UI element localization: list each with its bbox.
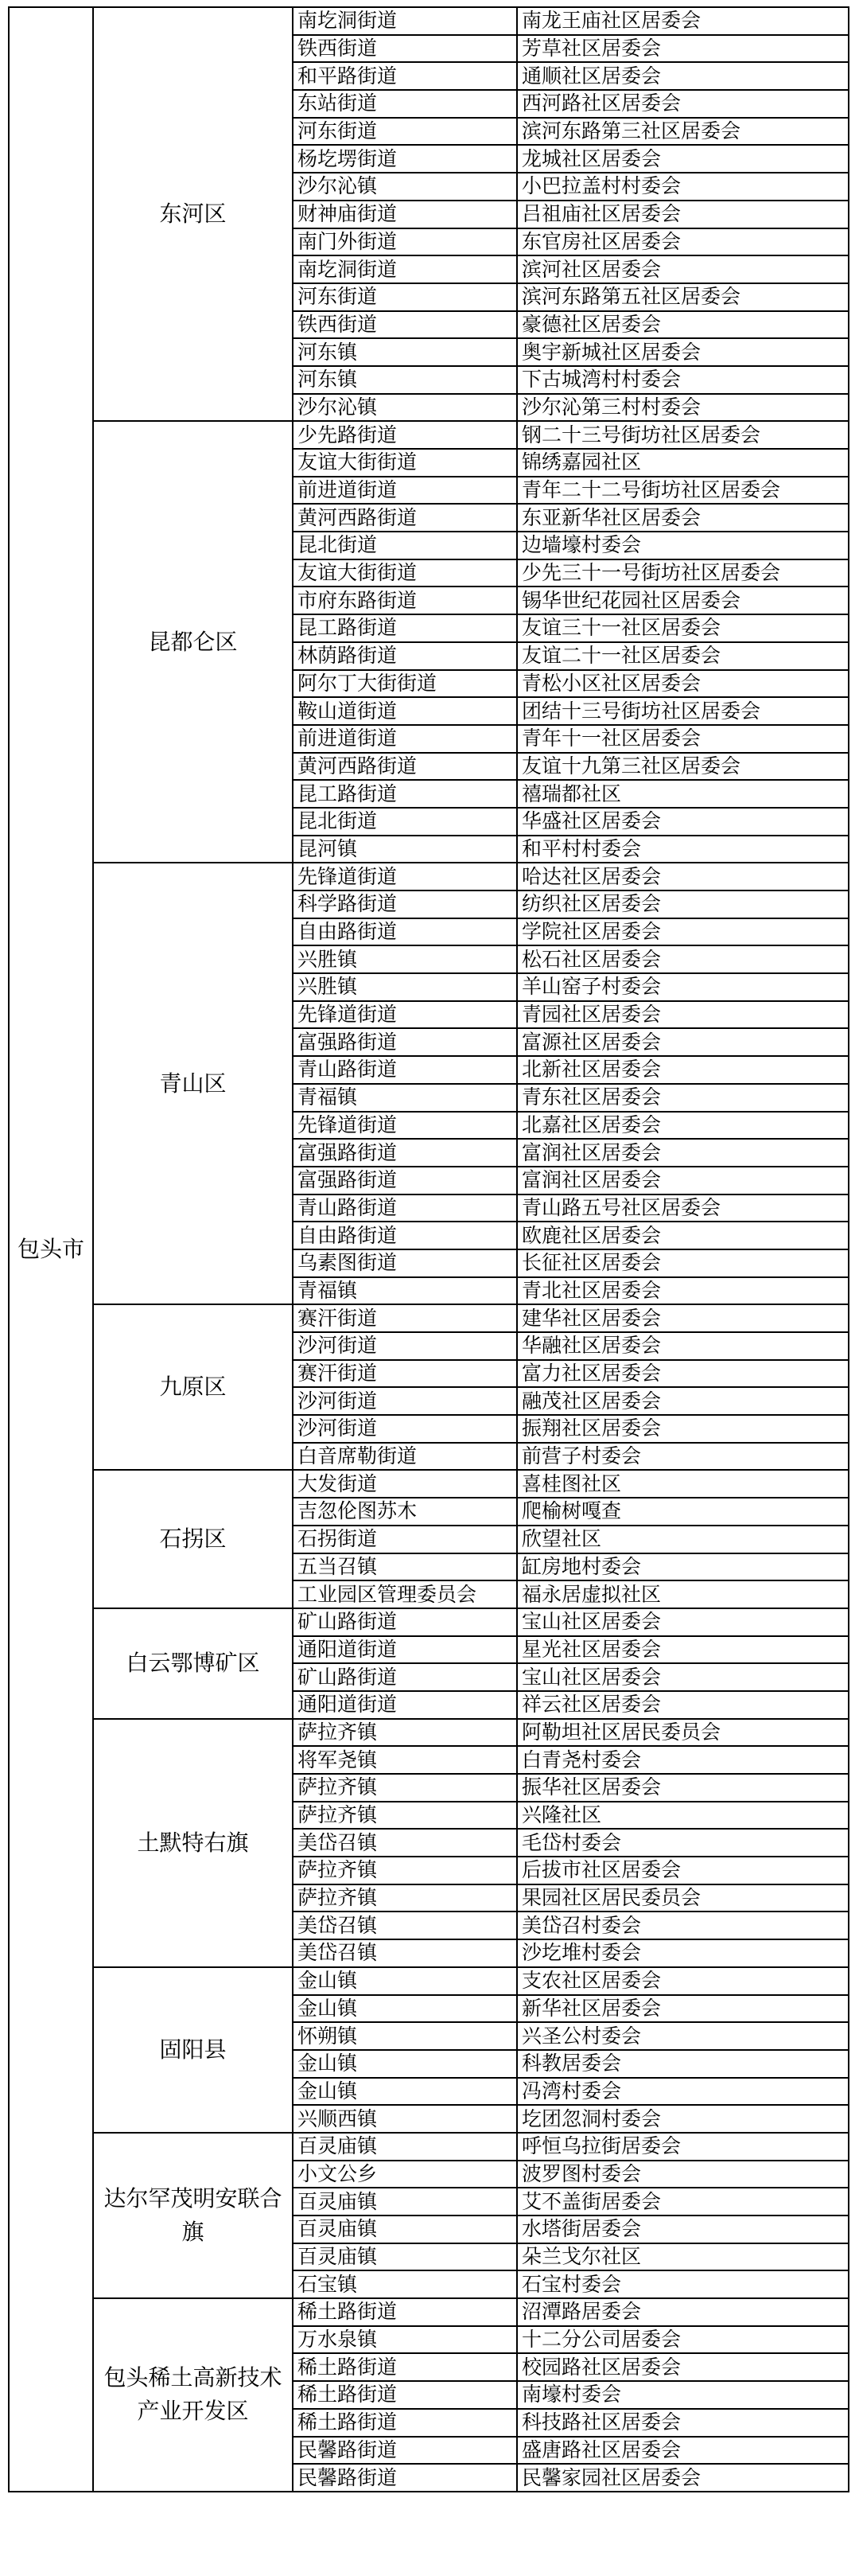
street-name-cell: 青福镇 (293, 1277, 517, 1305)
community-name-cell: 通顺社区居委会 (517, 62, 849, 90)
table-row (9, 863, 849, 890)
community-name-cell: 欣望社区 (517, 1526, 849, 1553)
community-name-cell: 科教居委会 (517, 2050, 849, 2078)
community-name-cell: 滨河东路第五社区居委会 (517, 283, 849, 311)
community-name-cell: 福永居虚拟社区 (517, 1580, 849, 1608)
street-name-cell: 南圪洞街道 (293, 7, 517, 35)
community-table (8, 6, 849, 2492)
street-name-cell: 沙尔沁镇 (293, 173, 517, 201)
community-name-cell: 新华社区居委会 (517, 1995, 849, 2023)
community-name-cell: 青园社区居委会 (517, 1001, 849, 1029)
community-name-cell: 纺织社区居委会 (517, 890, 849, 918)
street-name-cell: 通阳道街道 (293, 1691, 517, 1719)
community-name-cell: 振华社区居委会 (517, 1774, 849, 1802)
street-name-cell: 南圪洞街道 (293, 255, 517, 283)
street-name-cell: 铁西街道 (293, 35, 517, 63)
street-name-cell: 美岱召镇 (293, 1829, 517, 1857)
community-name-cell: 沙尔沁第三村村委会 (517, 394, 849, 422)
community-name-cell: 祥云社区居委会 (517, 1691, 849, 1719)
street-name-cell: 百灵庙镇 (293, 2243, 517, 2271)
street-name-cell: 赛汗街道 (293, 1304, 517, 1332)
street-name-cell: 小文公乡 (293, 2161, 517, 2188)
street-name-cell: 万水泉镇 (293, 2326, 517, 2354)
street-name-cell: 大发街道 (293, 1470, 517, 1498)
community-name-cell: 盛唐路社区居委会 (517, 2437, 849, 2465)
street-name-cell: 南门外街道 (293, 228, 517, 256)
district-name-cell: 固阳县 (93, 1967, 293, 2133)
community-name-cell: 西河路社区居委会 (517, 90, 849, 118)
community-name-cell: 宝山社区居委会 (517, 1608, 849, 1636)
community-name-cell: 友谊三十一社区居委会 (517, 614, 849, 642)
street-name-cell: 乌素图街道 (293, 1249, 517, 1277)
street-name-cell: 少先路街道 (293, 421, 517, 449)
community-name-cell: 呼恒乌拉街居委会 (517, 2133, 849, 2161)
community-name-cell: 少先三十一号街坊社区居委会 (517, 559, 849, 587)
street-name-cell: 前进道街道 (293, 477, 517, 505)
street-name-cell: 自由路街道 (293, 1222, 517, 1249)
district-name-cell: 青山区 (93, 863, 293, 1304)
community-name-cell: 支农社区居委会 (517, 1967, 849, 1995)
community-name-cell: 钢二十三号街坊社区居委会 (517, 421, 849, 449)
street-name-cell: 铁西街道 (293, 311, 517, 339)
street-name-cell: 兴胜镇 (293, 973, 517, 1001)
community-name-cell: 青年二十二号街坊社区居委会 (517, 477, 849, 505)
community-name-cell: 科技路社区居委会 (517, 2409, 849, 2437)
street-name-cell: 稀土路街道 (293, 2298, 517, 2326)
community-name-cell: 沙圪堆村委会 (517, 1939, 849, 1967)
street-name-cell: 石拐街道 (293, 1526, 517, 1553)
street-name-cell: 兴顺西镇 (293, 2105, 517, 2133)
table-row (9, 1470, 849, 1498)
community-name-cell: 边墙壕村委会 (517, 532, 849, 559)
community-name-cell: 前营子村委会 (517, 1443, 849, 1471)
community-name-cell: 毛岱村委会 (517, 1829, 849, 1857)
district-name-cell: 包头稀土高新技术产业开发区 (93, 2298, 293, 2492)
street-name-cell: 先锋道街道 (293, 1001, 517, 1029)
community-name-cell: 白青尧村委会 (517, 1746, 849, 1774)
community-name-cell: 东官房社区居委会 (517, 228, 849, 256)
table-row (9, 1967, 849, 1995)
street-name-cell: 萨拉齐镇 (293, 1774, 517, 1802)
community-name-cell: 吕祖庙社区居委会 (517, 201, 849, 228)
community-name-cell: 锡华世纪花园社区居委会 (517, 587, 849, 614)
community-name-cell: 青松小区社区居委会 (517, 670, 849, 698)
community-name-cell: 宝山社区居委会 (517, 1663, 849, 1691)
community-name-cell: 富润社区居委会 (517, 1139, 849, 1167)
community-name-cell: 富源社区居委会 (517, 1028, 849, 1056)
street-name-cell: 自由路街道 (293, 918, 517, 946)
street-name-cell: 财神庙街道 (293, 201, 517, 228)
table-row (9, 1608, 849, 1636)
community-name-cell: 团结十三号街坊社区居委会 (517, 697, 849, 725)
community-name-cell: 南龙王庙社区居委会 (517, 7, 849, 35)
street-name-cell: 美岱召镇 (293, 1939, 517, 1967)
community-name-cell: 冯湾村委会 (517, 2078, 849, 2106)
community-table-body (9, 7, 849, 2492)
community-name-cell: 缸房地村委会 (517, 1553, 849, 1581)
street-name-cell: 阿尔丁大街街道 (293, 670, 517, 698)
community-name-cell: 圪团忽洞村委会 (517, 2105, 849, 2133)
table-row (9, 2133, 849, 2161)
street-name-cell: 青福镇 (293, 1084, 517, 1112)
table-row (9, 1304, 849, 1332)
table-row (9, 421, 849, 449)
community-name-cell: 哈达社区居委会 (517, 863, 849, 890)
district-name-cell: 白云鄂博矿区 (93, 1608, 293, 1719)
street-name-cell: 兴胜镇 (293, 945, 517, 973)
community-name-cell: 东亚新华社区居委会 (517, 504, 849, 532)
street-name-cell: 昆工路街道 (293, 780, 517, 808)
community-name-cell: 友谊二十一社区居委会 (517, 642, 849, 670)
community-name-cell: 水塔街居委会 (517, 2216, 849, 2243)
district-name-cell: 土默特右旗 (93, 1719, 293, 1967)
street-name-cell: 富强路街道 (293, 1139, 517, 1167)
community-name-cell: 锦绣嘉园社区 (517, 449, 849, 477)
street-name-cell: 美岱召镇 (293, 1912, 517, 1939)
district-name-cell: 昆都仑区 (93, 421, 293, 863)
district-name-cell: 东河区 (93, 7, 293, 421)
street-name-cell: 怀朔镇 (293, 2022, 517, 2050)
street-name-cell: 先锋道街道 (293, 1112, 517, 1140)
street-name-cell: 友谊大街街道 (293, 559, 517, 587)
district-name-cell: 九原区 (93, 1304, 293, 1470)
community-name-cell: 芳草社区居委会 (517, 35, 849, 63)
street-name-cell: 鞍山道街道 (293, 697, 517, 725)
community-name-cell: 欧鹿社区居委会 (517, 1222, 849, 1249)
street-name-cell: 金山镇 (293, 1995, 517, 2023)
street-name-cell: 石宝镇 (293, 2270, 517, 2298)
street-name-cell: 富强路街道 (293, 1167, 517, 1194)
community-name-cell: 滨河社区居委会 (517, 255, 849, 283)
street-name-cell: 稀土路街道 (293, 2381, 517, 2409)
table-row (9, 1719, 849, 1747)
community-name-cell: 融茂社区居委会 (517, 1387, 849, 1415)
street-name-cell: 河东街道 (293, 283, 517, 311)
community-name-cell: 龙城社区居委会 (517, 145, 849, 173)
street-name-cell: 沙河街道 (293, 1332, 517, 1360)
street-name-cell: 萨拉齐镇 (293, 1719, 517, 1747)
street-name-cell: 青山路街道 (293, 1056, 517, 1084)
street-name-cell: 赛汗街道 (293, 1360, 517, 1388)
street-name-cell: 前进道街道 (293, 725, 517, 753)
community-name-cell: 和平村村委会 (517, 836, 849, 863)
community-name-cell: 南壕村委会 (517, 2381, 849, 2409)
community-name-cell: 小巴拉盖村村委会 (517, 173, 849, 201)
street-name-cell: 金山镇 (293, 2078, 517, 2106)
street-name-cell: 友谊大街街道 (293, 449, 517, 477)
community-name-cell: 美岱召村委会 (517, 1912, 849, 1939)
community-name-cell: 滨河东路第三社区居委会 (517, 118, 849, 146)
community-name-cell: 松石社区居委会 (517, 945, 849, 973)
community-name-cell: 禧瑞都社区 (517, 780, 849, 808)
community-name-cell: 下古城湾村村委会 (517, 366, 849, 394)
street-name-cell: 河东镇 (293, 366, 517, 394)
street-name-cell: 市府东路街道 (293, 587, 517, 614)
street-name-cell: 稀土路街道 (293, 2409, 517, 2437)
community-name-cell: 富力社区居委会 (517, 1360, 849, 1388)
street-name-cell: 矿山路街道 (293, 1663, 517, 1691)
street-name-cell: 昆北街道 (293, 808, 517, 836)
community-name-cell: 建华社区居委会 (517, 1304, 849, 1332)
community-name-cell: 民馨家园社区居委会 (517, 2464, 849, 2492)
street-name-cell: 工业园区管理委员会 (293, 1580, 517, 1608)
street-name-cell: 河东镇 (293, 338, 517, 366)
community-name-cell: 果园社区居民委员会 (517, 1884, 849, 1912)
district-name-cell: 石拐区 (93, 1470, 293, 1608)
community-name-cell: 北嘉社区居委会 (517, 1112, 849, 1140)
community-name-cell: 富润社区居委会 (517, 1167, 849, 1194)
street-name-cell: 民馨路街道 (293, 2464, 517, 2492)
community-name-cell: 青年十一社区居委会 (517, 725, 849, 753)
street-name-cell: 白音席勒街道 (293, 1443, 517, 1471)
street-name-cell: 将军尧镇 (293, 1746, 517, 1774)
community-name-cell: 沼潭路居委会 (517, 2298, 849, 2326)
street-name-cell: 沙河街道 (293, 1387, 517, 1415)
community-name-cell: 长征社区居委会 (517, 1249, 849, 1277)
street-name-cell: 沙尔沁镇 (293, 394, 517, 422)
street-name-cell: 和平路街道 (293, 62, 517, 90)
community-name-cell: 羊山窑子村委会 (517, 973, 849, 1001)
community-name-cell: 学院社区居委会 (517, 918, 849, 946)
community-name-cell: 后拔市社区居委会 (517, 1857, 849, 1884)
street-name-cell: 金山镇 (293, 1967, 517, 1995)
street-name-cell: 东站街道 (293, 90, 517, 118)
street-name-cell: 萨拉齐镇 (293, 1884, 517, 1912)
street-name-cell: 科学路街道 (293, 890, 517, 918)
community-name-cell: 喜桂图社区 (517, 1470, 849, 1498)
street-name-cell: 吉忽伦图苏木 (293, 1498, 517, 1526)
street-name-cell: 昆北街道 (293, 532, 517, 559)
community-name-cell: 朵兰戈尔社区 (517, 2243, 849, 2271)
street-name-cell: 河东街道 (293, 118, 517, 146)
table-row (9, 7, 849, 35)
street-name-cell: 先锋道街道 (293, 863, 517, 890)
street-name-cell: 金山镇 (293, 2050, 517, 2078)
community-name-cell: 青东社区居委会 (517, 1084, 849, 1112)
street-name-cell: 青山路街道 (293, 1194, 517, 1222)
street-name-cell: 黄河西路街道 (293, 504, 517, 532)
street-name-cell: 百灵庙镇 (293, 2133, 517, 2161)
community-name-cell: 兴隆社区 (517, 1802, 849, 1830)
street-name-cell: 萨拉齐镇 (293, 1802, 517, 1830)
street-name-cell: 林荫路街道 (293, 642, 517, 670)
street-name-cell: 矿山路街道 (293, 1608, 517, 1636)
community-name-cell: 青北社区居委会 (517, 1277, 849, 1305)
city-name-cell: 包头市 (9, 7, 93, 2492)
community-name-cell: 阿勒坦社区居民委员会 (517, 1719, 849, 1747)
community-name-cell: 十二分公司居委会 (517, 2326, 849, 2354)
table-row (9, 2298, 849, 2326)
street-name-cell: 富强路街道 (293, 1028, 517, 1056)
street-name-cell: 昆工路街道 (293, 614, 517, 642)
community-name-cell: 奥宇新城社区居委会 (517, 338, 849, 366)
street-name-cell: 沙河街道 (293, 1415, 517, 1443)
community-name-cell: 振翔社区居委会 (517, 1415, 849, 1443)
community-name-cell: 北新社区居委会 (517, 1056, 849, 1084)
community-name-cell: 豪德社区居委会 (517, 311, 849, 339)
community-name-cell: 波罗图村委会 (517, 2161, 849, 2188)
street-name-cell: 黄河西路街道 (293, 753, 517, 781)
community-name-cell: 华盛社区居委会 (517, 808, 849, 836)
community-name-cell: 艾不盖街居委会 (517, 2188, 849, 2216)
community-name-cell: 校园路社区居委会 (517, 2353, 849, 2381)
community-name-cell: 青山路五号社区居委会 (517, 1194, 849, 1222)
street-name-cell: 民馨路街道 (293, 2437, 517, 2465)
community-name-cell: 友谊十九第三社区居委会 (517, 753, 849, 781)
street-name-cell: 稀土路街道 (293, 2353, 517, 2381)
street-name-cell: 百灵庙镇 (293, 2188, 517, 2216)
community-name-cell: 华融社区居委会 (517, 1332, 849, 1360)
street-name-cell: 百灵庙镇 (293, 2216, 517, 2243)
street-name-cell: 杨圪塄街道 (293, 145, 517, 173)
district-name-cell: 达尔罕茂明安联合旗 (93, 2133, 293, 2298)
community-name-cell: 兴圣公村委会 (517, 2022, 849, 2050)
community-name-cell: 星光社区居委会 (517, 1636, 849, 1664)
community-name-cell: 石宝村委会 (517, 2270, 849, 2298)
street-name-cell: 萨拉齐镇 (293, 1857, 517, 1884)
street-name-cell: 五当召镇 (293, 1553, 517, 1581)
street-name-cell: 通阳道街道 (293, 1636, 517, 1664)
street-name-cell: 昆河镇 (293, 836, 517, 863)
community-name-cell: 爬榆树嘎查 (517, 1498, 849, 1526)
